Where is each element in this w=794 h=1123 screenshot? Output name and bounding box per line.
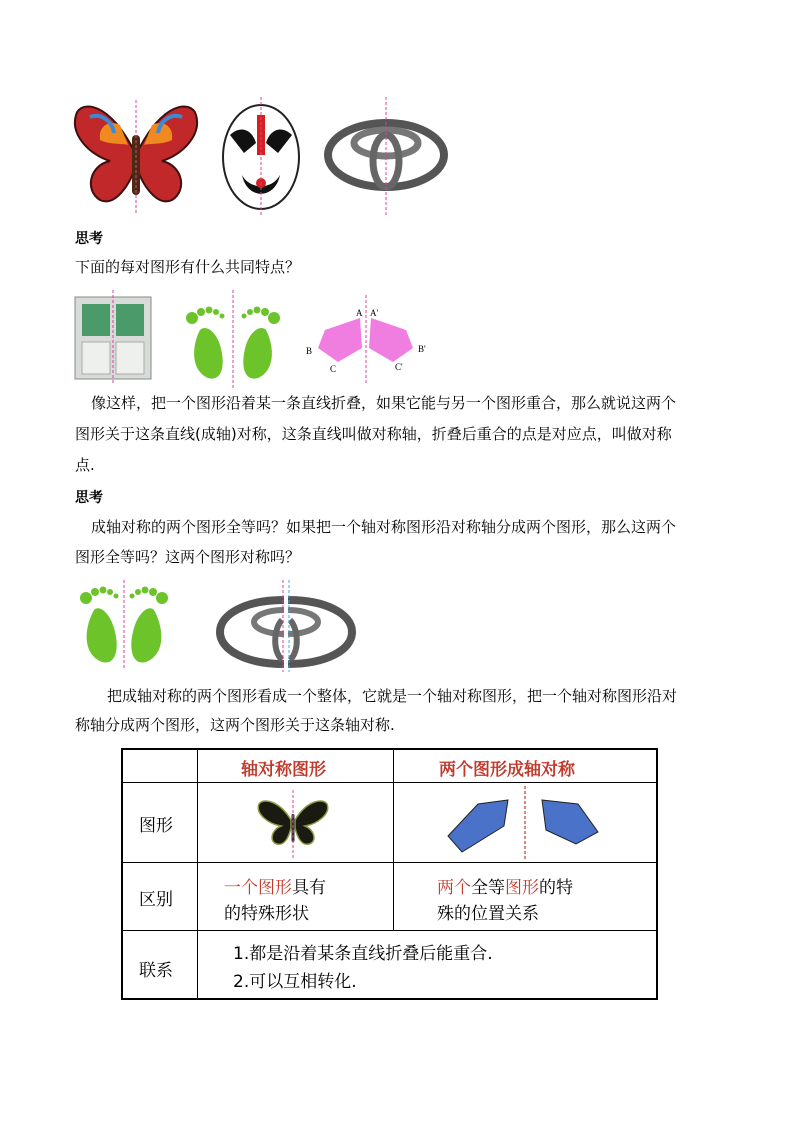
- difference-pair-emphasis-b: 图形: [505, 878, 539, 898]
- difference-axis-text-a: 具有: [292, 878, 326, 898]
- car-logo-image: [328, 97, 444, 215]
- difference-pair-line-2: 殊的位置关系: [437, 904, 539, 924]
- header-two-figures-symmetric: 两个图形成轴对称: [439, 760, 575, 780]
- table-divider: [123, 782, 656, 783]
- difference-pair-mid: 全等: [471, 878, 505, 898]
- relation-line-2: 2.可以互相转化.: [233, 972, 357, 992]
- difference-axis-line-2: 的特殊形状: [224, 904, 309, 924]
- difference-pair-emphasis-a: 两个: [437, 878, 471, 898]
- table-divider: [197, 750, 198, 998]
- table-divider: [393, 750, 394, 930]
- symmetric-pictures-row: [70, 95, 450, 220]
- butterfly-image: [75, 100, 197, 215]
- table-divider: [123, 862, 656, 863]
- definition-line-3: 点.: [75, 456, 95, 474]
- row-label-figure: 图形: [139, 816, 173, 836]
- section2-line-2: 图形全等吗？这两个图形对称吗？: [75, 548, 301, 566]
- blue-pentagon-pair-image: [438, 786, 608, 860]
- relation-line-1: 1.都是沿着某条直线折叠后能重合.: [233, 944, 493, 964]
- row-label-difference: 区别: [139, 890, 173, 910]
- footprints-image: [186, 290, 280, 388]
- difference-axis-emphasis: 一个图形: [224, 878, 292, 898]
- table-divider: [123, 930, 656, 931]
- label-a-prime: A': [370, 308, 379, 318]
- think-heading-1: 思考: [75, 231, 103, 247]
- header-axis-symmetric-figure: 轴对称图形: [241, 760, 326, 780]
- conclusion-line-1: 把成轴对称的两个图形看成一个整体，它就是一个轴对称图形，把一个轴对称图形沿对: [107, 687, 678, 705]
- row-label-relation: 联系: [139, 961, 173, 981]
- definition-line-1: 像这样，把一个图形沿着某一条直线折叠，如果它能与另一个图形重合，那么就说这两个: [91, 394, 677, 412]
- split-car-logo-image: [220, 580, 352, 672]
- symmetric-pairs-row: [70, 290, 450, 390]
- small-butterfly-image: [253, 790, 333, 860]
- think-heading-2: 思考: [75, 490, 103, 506]
- difference-axis-line-1: [224, 873, 326, 898]
- door-image: [75, 290, 151, 385]
- label-b-prime: B': [418, 344, 426, 354]
- label-c: C: [330, 364, 337, 374]
- label-a: A: [356, 308, 363, 318]
- split-footprints-image: [80, 580, 168, 670]
- conclusion-line-2: 称轴分成两个图形，这两个图形关于这条轴对称.: [75, 716, 395, 734]
- section2-line-1: 成轴对称的两个图形全等吗？如果把一个轴对称图形沿对称轴分成两个图形，那么这两个: [91, 518, 677, 536]
- label-b: B: [306, 346, 313, 356]
- comparison-table: [121, 748, 658, 1000]
- opera-mask-image: [223, 97, 299, 215]
- split-figures-row: [70, 580, 370, 675]
- pentagon-pair-image: [306, 295, 426, 385]
- definition-line-2: 图形关于这条直线(成轴)对称，这条直线叫做对称轴，折叠后重合的点是对应点，叫做对称: [75, 425, 672, 443]
- difference-pair-line-1: [437, 873, 573, 898]
- difference-pair-text-a: 的特: [539, 878, 573, 898]
- label-c-prime: C': [395, 362, 403, 372]
- question-text: 下面的每对图形有什么共同特点？: [75, 258, 301, 276]
